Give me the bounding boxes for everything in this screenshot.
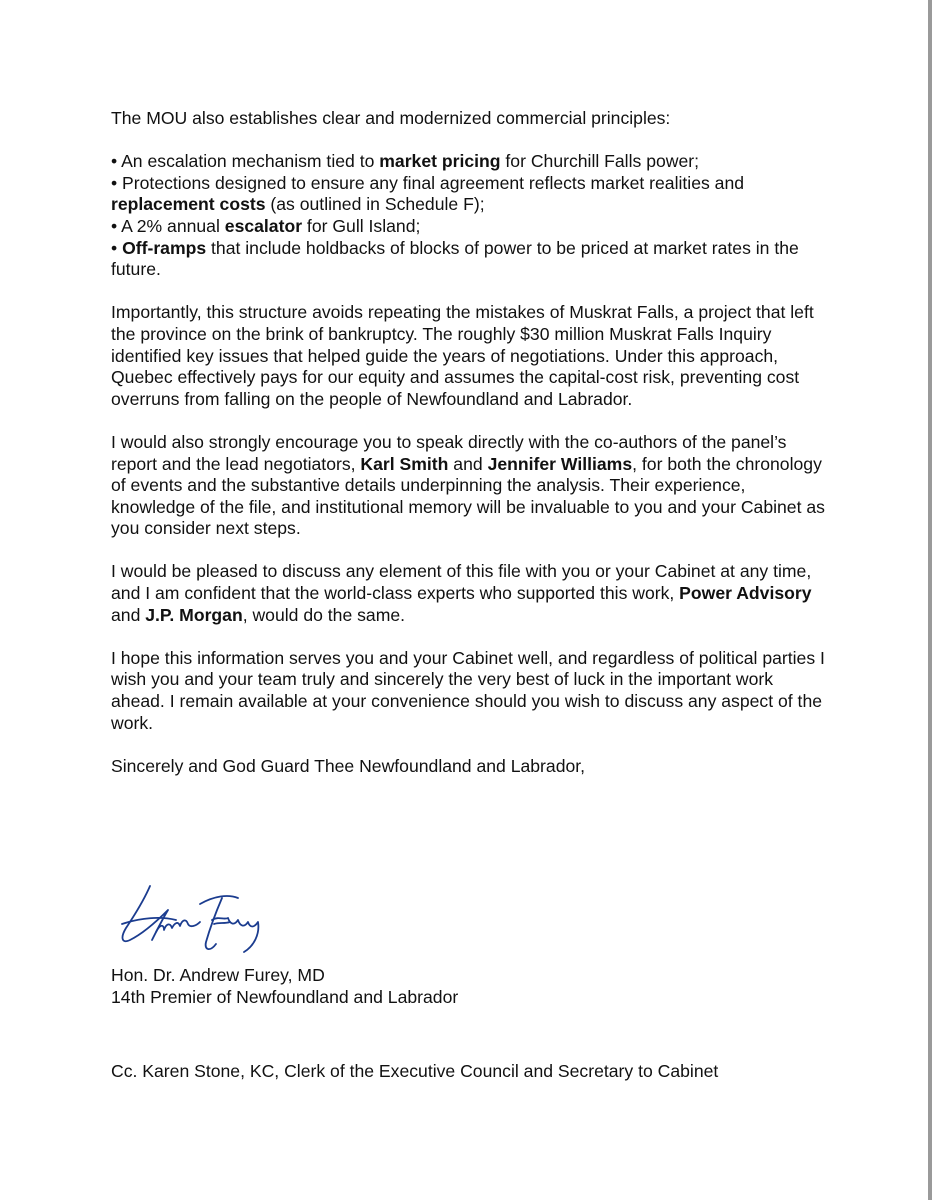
paragraph-text: , for both the chronology of events and the substantive details underpinning the analysis. Their experience, knowledge of the file, and institutional memory will be invaluable to you and your Cabinet as you consider next steps. xyxy=(111,453,825,539)
bullet-text: (as outlined in Schedule F); xyxy=(265,194,485,215)
muskrat-falls-paragraph: Importantly, this structure avoids repeating the mistakes of Muskrat Falls, a project that left the province on the brink of bankruptcy. The roughly $30 million Muskrat Falls Inquiry identified key issues that helped guide the years of negotiations. Under this approach, Quebec effectively pays for our equity and assumes the capital-cost risk, preventing cost overruns from falling on the people of Newfoundland and Labrador. xyxy=(111,302,814,409)
paragraph-text: I would also strongly encourage you to speak directly with the co-authors of the panel’s report and the lead negotiators, xyxy=(111,431,787,474)
list-item xyxy=(111,173,831,216)
signatory-title: 14th Premier of Newfoundland and Labrador xyxy=(111,987,459,1007)
advisor-firm-name: Power Advisory xyxy=(679,583,812,604)
bullet-bold-term: Off-ramps xyxy=(122,237,207,258)
paragraph-text: , would do the same. xyxy=(242,604,406,625)
discuss-paragraph xyxy=(111,561,831,626)
advisor-firm-name: J.P. Morgan xyxy=(145,604,243,625)
list-item xyxy=(111,216,831,238)
intro-paragraph: The MOU also establishes clear and modernized commercial principles: xyxy=(111,108,671,128)
bullet-text: for Churchill Falls power; xyxy=(500,151,699,172)
page-edge-shadow xyxy=(928,0,932,1200)
signatory-name: Hon. Dr. Andrew Furey, MD xyxy=(111,965,325,985)
negotiator-name: Karl Smith xyxy=(360,453,449,474)
bullet-text: • A 2% annual xyxy=(111,215,225,236)
letter-body xyxy=(111,108,831,799)
closing-line: Sincerely and God Guard Thee Newfoundland and Labrador, xyxy=(111,755,586,776)
bullet-text: • An escalation mechanism tied to xyxy=(111,151,380,172)
paragraph-text: and xyxy=(448,453,488,474)
list-item xyxy=(111,151,831,173)
bullet-text: • Protections designed to ensure any final agreement reflects market realities and xyxy=(111,172,745,193)
negotiators-paragraph xyxy=(111,432,831,540)
hope-paragraph: I hope this information serves you and your Cabinet well, and regardless of political parties I wish you and your team truly and sincerely the very best of luck in the important work ahead. I remain available at your convenience should you wish to discuss any aspect of the work. xyxy=(111,647,825,733)
paragraph-text: and xyxy=(111,604,146,625)
bullet-text: • xyxy=(111,237,123,258)
negotiator-name: Jennifer Williams xyxy=(487,453,633,474)
bullet-bold-term: market pricing xyxy=(379,151,501,172)
signature-block xyxy=(111,964,458,1008)
list-item xyxy=(111,238,831,281)
bullet-text: that include holdbacks of blocks of power to be priced at market rates in the future. xyxy=(111,237,799,280)
bullet-bold-term: escalator xyxy=(224,215,303,236)
handwritten-signature xyxy=(116,880,276,958)
principles-list xyxy=(111,151,831,281)
cc-line: Cc. Karen Stone, KC, Clerk of the Executive Council and Secretary to Cabinet xyxy=(111,1061,719,1081)
bullet-bold-term: replacement costs xyxy=(111,194,266,215)
bullet-text: for Gull Island; xyxy=(302,215,421,236)
paragraph-text: I would be pleased to discuss any element of this file with you or your Cabinet at any time, and I am confident that the world-class experts who supported this work, xyxy=(111,561,812,604)
